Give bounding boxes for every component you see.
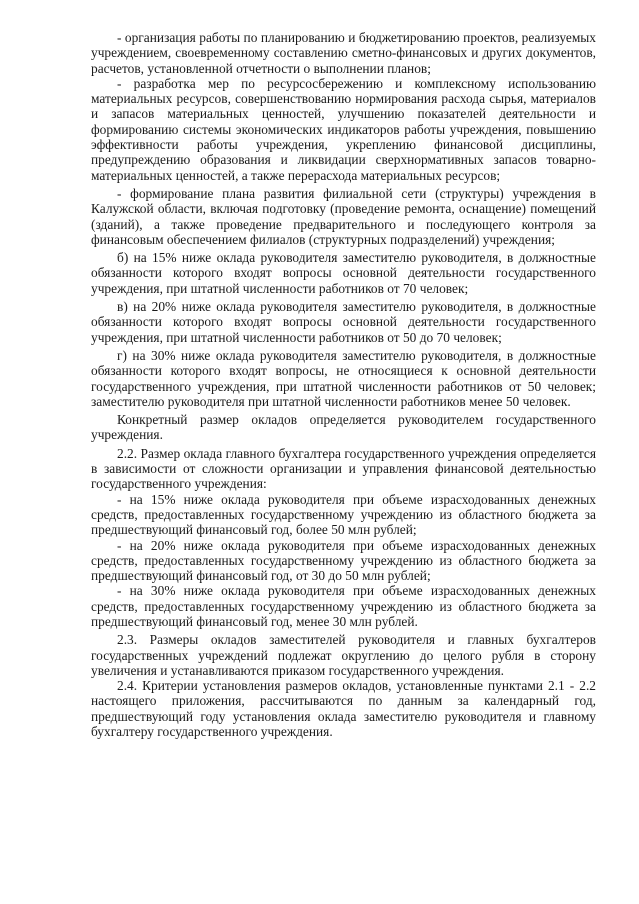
- paragraph-deputy-30: г) на 30% ниже оклада руководителя заместителю руководителя, в должностные обязанности которого входят вопросы, не относящиеся к основной деятельности государственного учреждения, при штатной численности работников от 50 человек; заместителю руководителя при штатной численности работников менее 50 человек.: [91, 347, 596, 409]
- paragraph-accountant-20: - на 20% ниже оклада руководителя при объеме израсходованных денежных средств, предоставленных государственному учреждению из областного бюджета за предшествующий финансовый год, от 30 до 50 млн рублей;: [91, 537, 596, 584]
- paragraph-accountant-30: - на 30% ниже оклада руководителя при объеме израсходованных денежных средств, предоставленных государственному учреждению из областного бюджета за предшествующий финансовый год, менее 30 млн рублей.: [91, 583, 596, 629]
- paragraph-section-2-3: 2.3. Размеры окладов заместителей руководителя и главных бухгалтеров государственных учреждений подлежат округлению до целого рубля в сторону увеличения и устанавливаются приказом государственного учреждения.: [91, 632, 596, 678]
- paragraph-deputy-15: б) на 15% ниже оклада руководителя заместителю руководителя, в должностные обязанности которого входят вопросы основной деятельности государственного учреждения, при штатной численности работников от 70 человек;: [91, 250, 596, 296]
- paragraph-accountant-15: - на 15% ниже оклада руководителя при объеме израсходованных денежных средств, предоставленных государственному учреждению из областного бюджета за предшествующий финансовый год, более 50 млн рублей;: [91, 491, 596, 538]
- document-body: [91, 30, 596, 739]
- paragraph-salary-determination: Конкретный размер окладов определяется руководителем государственного учреждения.: [91, 412, 596, 443]
- paragraph-resource-saving: - разработка мер по ресурсосбережению и комплексному использованию материальных ресурсов, совершенствованию нормирования расхода сырья, материалов и запасов материальных ценностей, улучшению показателей деятельности и формированию системы экономических индикаторов работы учреждения, повышению эффективности работы учреждения, укреплению финансовой дисциплины, предупреждению образования и ликвидации сверхнормативных запасов товарно-материальных ценностей, а также перерасхода материальных ресурсов;: [91, 75, 596, 183]
- paragraph-section-2-4: 2.4. Критерии установления размеров окладов, установленные пунктами 2.1 - 2.2 настоящего приложения, рассчитываются по данным за календарный год, предшествующий году установления оклада заместителю руководителя и главному бухгалтеру государственного учреждения.: [91, 678, 596, 740]
- paragraph-budget-planning: - организация работы по планированию и бюджетированию проектов, реализуемых учреждением, своевременному составлению сметно-финансовых и других документов, расчетов, установленной отчетности о выполнении планов;: [91, 30, 596, 76]
- paragraph-deputy-20: в) на 20% ниже оклада руководителя заместителю руководителя, в должностные обязанности которого входят вопросы основной деятельности государственного учреждения, при штатной численности работников от 50 до 70 человек;: [91, 299, 596, 345]
- paragraph-section-2-2: 2.2. Размер оклада главного бухгалтера государственного учреждения определяется в зависимости от сложности организации и управления финансовой деятельностью государственного учреждения:: [91, 445, 596, 492]
- paragraph-branch-network: - формирование плана развития филиальной сети (структуры) учреждения в Калужской области, включая подготовку (проведение ремонта, оснащение) помещений (зданий), а также проведение предварительного и последующего контроля за финансовым обеспечением филиалов (структурных подразделений) учреждения;: [91, 185, 596, 247]
